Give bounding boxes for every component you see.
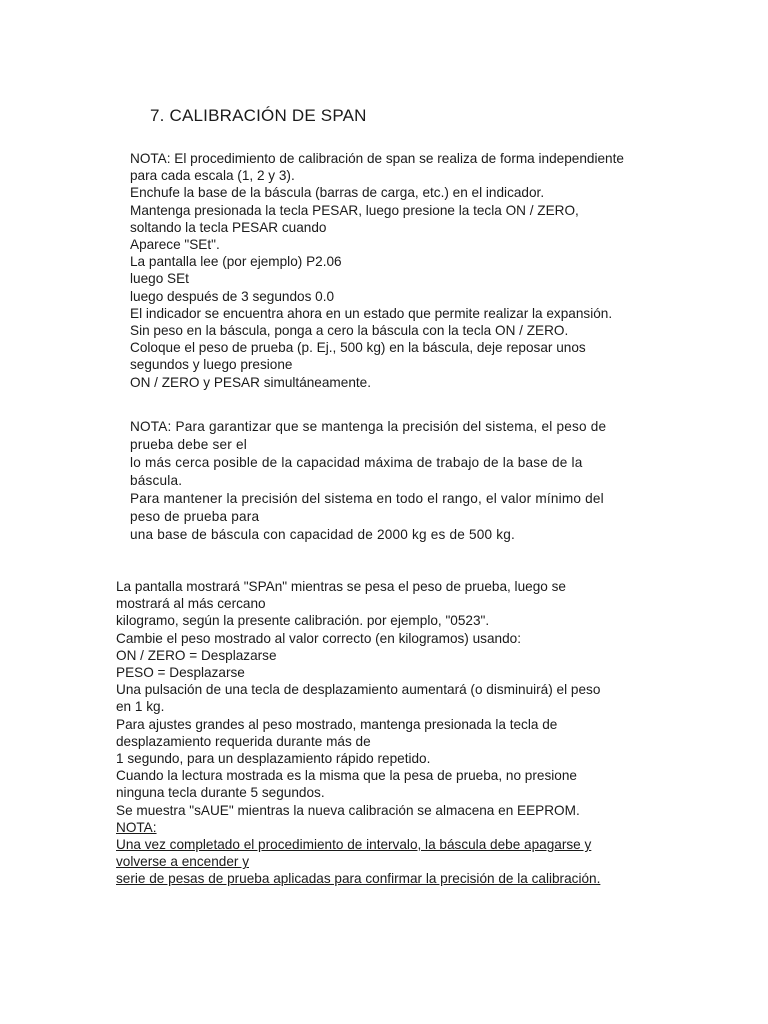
- text-line: Sin peso en la báscula, ponga a cero la báscula con la tecla ON / ZERO.: [130, 323, 569, 339]
- text-line: Cuando la lectura mostrada es la misma que la pesa de prueba, no presione: [116, 768, 577, 784]
- text-line: mostrará al más cercano: [116, 596, 266, 612]
- text-line: ON / ZERO = Desplazarse: [116, 647, 277, 663]
- text-line: kilogramo, según la presente calibración. por ejemplo, "0523".: [116, 613, 490, 629]
- text-line: PESO = Desplazarse: [116, 665, 245, 681]
- text-line: El indicador se encuentra ahora en un estado que permite realizar la expansión.: [130, 305, 613, 321]
- text-line: Para ajustes grandes al peso mostrado, mantenga presionada la tecla de: [116, 716, 558, 732]
- text-line: La pantalla mostrará "SPAn" mientras se pesa el peso de prueba, luego se: [116, 579, 566, 594]
- text-line: 1 segundo, para un desplazamiento rápido repetido.: [116, 751, 431, 767]
- text-line: báscula.: [130, 473, 183, 488]
- text-line: soltando la tecla PESAR cuando: [130, 219, 327, 235]
- text-line: luego después de 3 segundos 0.0: [130, 288, 335, 304]
- text-line: NOTA: El procedimiento de calibración de span se realiza de forma independiente: [130, 151, 624, 166]
- text-line: prueba debe ser el: [130, 437, 247, 452]
- text-line: ON / ZERO y PESAR simultáneamente.: [130, 374, 371, 390]
- text-line: desplazamiento requerida durante más de: [116, 733, 371, 749]
- note-heading: NOTA:: [116, 819, 157, 835]
- note-line: Una vez completado el procedimiento de intervalo, la báscula debe apagarse y: [116, 837, 592, 853]
- note-line: serie de pesas de prueba aplicadas para confirmar la precisión de la calibración.: [116, 871, 601, 887]
- text-line: Mantenga presionada la tecla PESAR, luego presione la tecla ON / ZERO,: [130, 202, 579, 218]
- text-line: en 1 kg.: [116, 699, 165, 715]
- text-line: luego SEt: [130, 271, 189, 287]
- text-line: La pantalla lee (por ejemplo) P2.06: [130, 254, 342, 270]
- text-line: NOTA: Para garantizar que se mantenga la precisión del sistema, el peso de: [130, 419, 607, 434]
- span-adjustment-block: [116, 578, 600, 888]
- text-line: Enchufe la base de la báscula (barras de carga, etc.) en el indicador.: [130, 185, 545, 201]
- note-line: volverse a encender y: [116, 854, 249, 870]
- text-line: para cada escala (1, 2 y 3).: [130, 168, 295, 184]
- text-line: peso de prueba para: [130, 509, 260, 524]
- text-line: Una pulsación de una tecla de desplazamiento aumentará (o disminuirá) el peso: [116, 682, 601, 698]
- text-line: Cambie el peso mostrado al valor correcto (en kilogramos) usando:: [116, 630, 521, 646]
- text-line: lo más cerca posible de la capacidad máxima de trabajo de la base de la: [130, 455, 583, 470]
- text-line: Coloque el peso de prueba (p. Ej., 500 kg) en la báscula, deje reposar unos: [130, 340, 586, 356]
- text-line: ninguna tecla durante 5 segundos.: [116, 785, 325, 801]
- precision-note-block: [130, 418, 606, 544]
- text-line: Se muestra "sAUE" mientras la nueva calibración se almacena en EEPROM.: [116, 802, 580, 818]
- text-line: Para mantener la precisión del sistema en todo el rango, el valor mínimo del: [130, 491, 604, 506]
- text-line: una base de báscula con capacidad de 2000 kg es de 500 kg.: [130, 527, 515, 542]
- page-title: 7. CALIBRACIÓN DE SPAN: [150, 106, 367, 125]
- text-line: Aparece "SEt".: [130, 237, 220, 253]
- calibration-procedure-block: [130, 150, 624, 391]
- text-line: segundos y luego presione: [130, 357, 293, 373]
